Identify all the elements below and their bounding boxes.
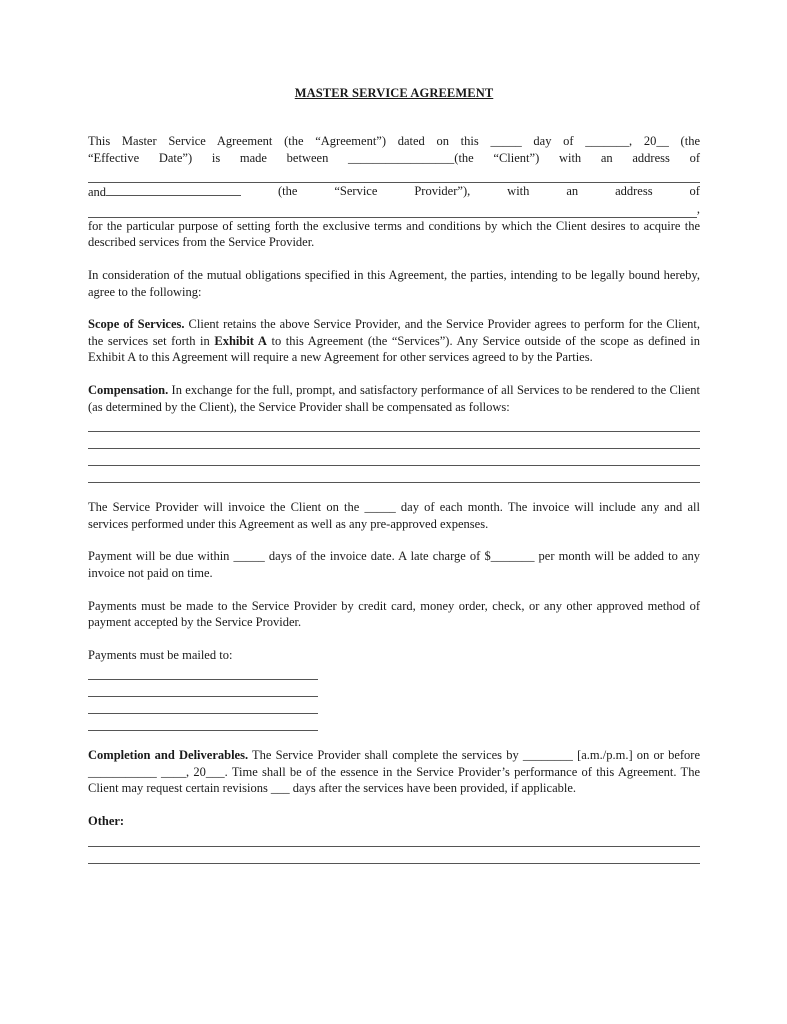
compensation-paragraph — [88, 382, 700, 415]
intro-comma: , — [696, 202, 700, 217]
other-heading: Other: — [88, 814, 125, 829]
intro-line-1: This Master Service Agreement (the “Agreement”) dated on this _____ day of _______, 20__ (the — [88, 134, 700, 148]
intro-line-4 — [88, 183, 700, 201]
mailing-address-blank-line — [88, 680, 318, 697]
compensation-heading: Compensation. — [88, 382, 169, 397]
intro-word-and: and — [88, 185, 107, 200]
scope-heading: Scope of Services. — [88, 317, 185, 332]
other-blank-line — [88, 847, 700, 864]
exhibit-a-ref: Exhibit A — [214, 333, 267, 348]
payment-due-paragraph: Payment will be due within _____ days of the invoice date. A late charge of $_______ per month will be added to any invoice not paid on time. — [88, 549, 700, 580]
intro-word: an — [566, 184, 579, 199]
provider-address-blank — [88, 201, 697, 218]
intro-word: with — [507, 184, 530, 199]
consideration-paragraph: In consideration of the mutual obligations specified in this Agreement, the parties, intending to be legally bound hereby, agree to the following: — [88, 267, 700, 299]
scope-text-b: to this Agreement (the “Services”). Any Service outside of the scope as defined in Exhibit A to this Agreement will require a new Agreement for other services agreed to by the Parties. — [88, 333, 701, 365]
compensation-text: In exchange for the full, prompt, and satisfactory performance of all Services to be rendered to the Client (as determined by the Client), the Service Provider shall be compensated as follows: — [88, 382, 700, 414]
document-title: MASTER SERVICE AGREEMENT — [294, 86, 494, 100]
invoice-paragraph: The Service Provider will invoice the Client on the _____ day of each month. The invoice will include any and all services performed under this Agreement as well as any pre-approved expenses. — [88, 500, 700, 531]
mailing-address-blank-line — [88, 663, 318, 680]
compensation-blank-line — [88, 466, 700, 483]
completion-text: The Service Provider shall complete the services by ________ [a.m./p.m.] on or before ___________ ____, 20___. Time shall be of the essence in the Service Provider’s performance of this Agreement. The Client may request certain revisions ___ days after the services have been provided, if applicable. — [88, 748, 700, 796]
mailing-address-blank-line — [88, 697, 318, 714]
document-page — [88, 86, 700, 864]
scope-paragraph — [88, 316, 700, 366]
intro-line-5 — [88, 201, 700, 218]
intro-word: Provider”), — [414, 184, 471, 199]
intro-word: of — [689, 184, 700, 199]
intro-word: address — [615, 184, 653, 199]
mailing-address-blank-line — [88, 714, 318, 731]
client-address-blank — [88, 166, 700, 183]
intro-word: “Service — [334, 184, 378, 199]
compensation-blank-line — [88, 415, 700, 432]
compensation-blank-line — [88, 432, 700, 449]
compensation-blank-line — [88, 449, 700, 466]
intro-rest: for the particular purpose of setting forth the exclusive terms and conditions by which the Client desires to acquire the described services from the Service Provider. — [88, 218, 700, 250]
mailed-to-label: Payments must be mailed to: — [88, 647, 233, 662]
intro-word: (the — [278, 184, 298, 199]
scope-text-a: Client retains the above Service Provider, and the Service Provider agrees to perform for the Client, the services set forth in — [88, 317, 700, 348]
intro-line-2: “Effective Date”) is made between _________________(the “Client”) with an address of — [88, 150, 700, 165]
completion-heading: Completion and Deliverables. — [88, 748, 249, 763]
provider-name-blank — [106, 183, 241, 196]
payment-method-paragraph: Payments must be made to the Service Provider by credit card, money order, check, or any other approved method of payment accepted by the Service Provider. — [88, 598, 700, 630]
other-blank-line — [88, 830, 700, 847]
completion-paragraph — [88, 747, 700, 797]
